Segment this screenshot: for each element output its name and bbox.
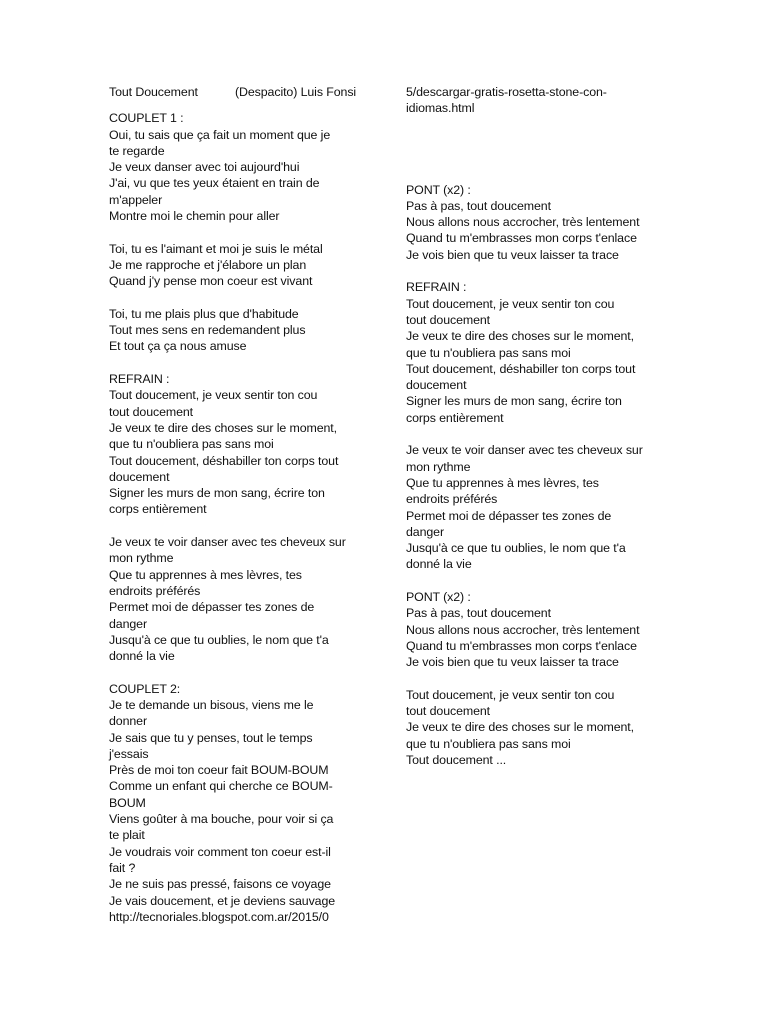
lyric-line: Nous allons nous accrocher, très lentement (406, 622, 640, 637)
lyric-line: endroits préférés (406, 492, 498, 507)
lyric-line: Toi, tu es l'aimant et moi je suis le métal (109, 241, 323, 256)
lyric-line: Je vois bien que tu veux laisser ta trace (406, 247, 619, 262)
lyric-line: tout doucement (406, 312, 491, 327)
lyric-line: Je voudrais voir comment ton coeur est-il (109, 844, 331, 859)
lyric-line: Tout doucement ... (406, 752, 507, 767)
lyric-line: Oui, tu sais que ça fait un moment que je (109, 127, 331, 142)
lyric-line: Je veux te voir danser avec tes cheveux sur (406, 443, 643, 458)
lyric-line: Je veux te dire des choses sur le moment, (406, 720, 634, 735)
lyric-line: Je ne suis pas pressé, faisons ce voyage (109, 877, 331, 892)
lyric-line: Signer les murs de mon sang, écrire ton (406, 394, 622, 409)
stanza-gap (406, 573, 676, 589)
lyric-line: Quand tu m'embrasses mon corps t'enlace (406, 638, 637, 653)
lyric-line: Tout doucement, je veux sentir ton cou (406, 687, 615, 702)
stanza-gap (109, 224, 379, 240)
lyric-line: Près de moi ton coeur fait BOUM-BOUM (109, 763, 329, 778)
lyric-line: endroits préférés (109, 583, 201, 598)
lyric-line: Je veux danser avec toi aujourd'hui (109, 160, 300, 175)
lyric-line: Comme un enfant qui cherche ce BOUM- (109, 779, 333, 794)
stanza (109, 681, 379, 925)
stanza (109, 110, 379, 224)
stanza (109, 241, 379, 290)
lyric-line: Tout doucement, je veux sentir ton cou (406, 296, 615, 311)
lyric-line: m'appeler (109, 192, 163, 207)
lyric-line: PONT (x2) : (406, 590, 471, 605)
lyric-line: COUPLET 1 : (109, 111, 184, 126)
lyric-line: doucement (109, 469, 170, 484)
lyric-line: Viens goûter à ma bouche, pour voir si ça (109, 812, 334, 827)
lyric-line: corps entièrement (406, 410, 504, 425)
url-line: idiomas.html (406, 101, 475, 116)
lyric-line: que tu n'oubliera pas sans moi (109, 437, 274, 452)
stanza-gap (109, 518, 379, 534)
lyric-line: Jusqu'à ce que tu oublies, le nom que t'a (406, 541, 626, 556)
right-lyrics (406, 182, 676, 769)
stanza (109, 306, 379, 355)
lyric-line: Signer les murs de mon sang, écrire ton (109, 486, 325, 501)
lyric-line: Je te demande un bisous, viens me le (109, 697, 314, 712)
lyric-line: corps entièrement (109, 502, 207, 517)
right-column (406, 84, 676, 768)
left-column (109, 84, 379, 925)
lyric-line: Je veux te dire des choses sur le moment, (109, 420, 337, 435)
lyric-line: Je vois bien que tu veux laisser ta trace (406, 655, 619, 670)
song-title: Tout Doucement (109, 85, 198, 99)
stanza (406, 279, 676, 426)
lyric-line: COUPLET 2: (109, 681, 181, 696)
song-subtitle: (Despacito) Luis Fonsi (235, 85, 357, 99)
lyric-line: Permet moi de dépasser tes zones de (406, 508, 612, 523)
lyric-line: tout doucement (406, 704, 491, 719)
lyric-line: donné la vie (109, 649, 175, 664)
lyric-line: danger (406, 524, 444, 539)
lyric-line: BOUM (109, 795, 146, 810)
lyric-line: doucement (406, 378, 467, 393)
lyric-line: que tu n'oubliera pas sans moi (406, 345, 571, 360)
lyric-line: J'ai, vu que tes yeux étaient en train de (109, 176, 320, 191)
lyric-line: te regarde (109, 143, 165, 158)
lyric-line: Quand j'y pense mon coeur est vivant (109, 274, 313, 289)
lyric-line: REFRAIN : (109, 372, 170, 387)
stanza (109, 534, 379, 664)
lyric-line: REFRAIN : (406, 280, 467, 295)
stanza-gap (109, 664, 379, 680)
left-lyrics (109, 110, 379, 925)
stanza (406, 687, 676, 768)
lyric-line: Pas à pas, tout doucement (406, 606, 551, 621)
lyric-line: Je veux te voir danser avec tes cheveux sur (109, 535, 346, 550)
title-row (109, 84, 379, 100)
lyric-line: que tu n'oubliera pas sans moi (406, 736, 571, 751)
lyric-line: Toi, tu me plais plus que d'habitude (109, 306, 299, 321)
stanza (406, 442, 676, 572)
lyric-line: donné la vie (406, 557, 472, 572)
blank-space (406, 117, 676, 182)
stanza (109, 371, 379, 518)
lyric-line: Je me rapproche et j'élabore un plan (109, 257, 307, 272)
lyric-line: Quand tu m'embrasses mon corps t'enlace (406, 231, 637, 246)
lyric-line: Je veux te dire des choses sur le moment, (406, 329, 634, 344)
lyric-line: Jusqu'à ce que tu oublies, le nom que t'a (109, 632, 329, 647)
lyric-line: Montre moi le chemin pour aller (109, 209, 280, 224)
lyric-line: tout doucement (109, 404, 194, 419)
lyric-line: Et tout ça ça nous amuse (109, 339, 247, 354)
lyric-line: Permet moi de dépasser tes zones de (109, 600, 315, 615)
url-continuation (406, 84, 676, 117)
stanza-gap (109, 355, 379, 371)
lyric-line: Nous allons nous accrocher, très lentement (406, 215, 640, 230)
lyric-line: j'essais (109, 746, 149, 761)
stanza (406, 182, 676, 263)
stanza (406, 589, 676, 670)
lyric-line: Tout mes sens en redemandent plus (109, 323, 306, 338)
lyric-line: Que tu apprennes à mes lèvres, tes (406, 475, 599, 490)
lyric-line: mon rythme (109, 551, 174, 566)
lyric-line: http://tecnoriales.blogspot.com.ar/2015/0 (109, 909, 329, 924)
stanza-gap (109, 290, 379, 306)
lyric-line: Tout doucement, déshabiller ton corps tout (406, 361, 636, 376)
lyric-line: danger (109, 616, 147, 631)
lyric-line: PONT (x2) : (406, 182, 471, 197)
lyric-line: Tout doucement, déshabiller ton corps tout (109, 453, 339, 468)
lyric-line: Pas à pas, tout doucement (406, 198, 551, 213)
lyric-line: Que tu apprennes à mes lèvres, tes (109, 567, 302, 582)
stanza-gap (406, 426, 676, 442)
stanza-gap (406, 263, 676, 279)
lyric-line: fait ? (109, 860, 136, 875)
lyric-line: Tout doucement, je veux sentir ton cou (109, 388, 318, 403)
lyric-line: te plait (109, 828, 145, 843)
url-line: 5/descargar-gratis-rosetta-stone-con- (406, 85, 607, 99)
stanza-gap (406, 671, 676, 687)
lyric-line: Je vais doucement, et je deviens sauvage (109, 893, 336, 908)
lyric-line: donner (109, 714, 147, 729)
lyric-line: mon rythme (406, 459, 471, 474)
lyric-line: Je sais que tu y penses, tout le temps (109, 730, 313, 745)
